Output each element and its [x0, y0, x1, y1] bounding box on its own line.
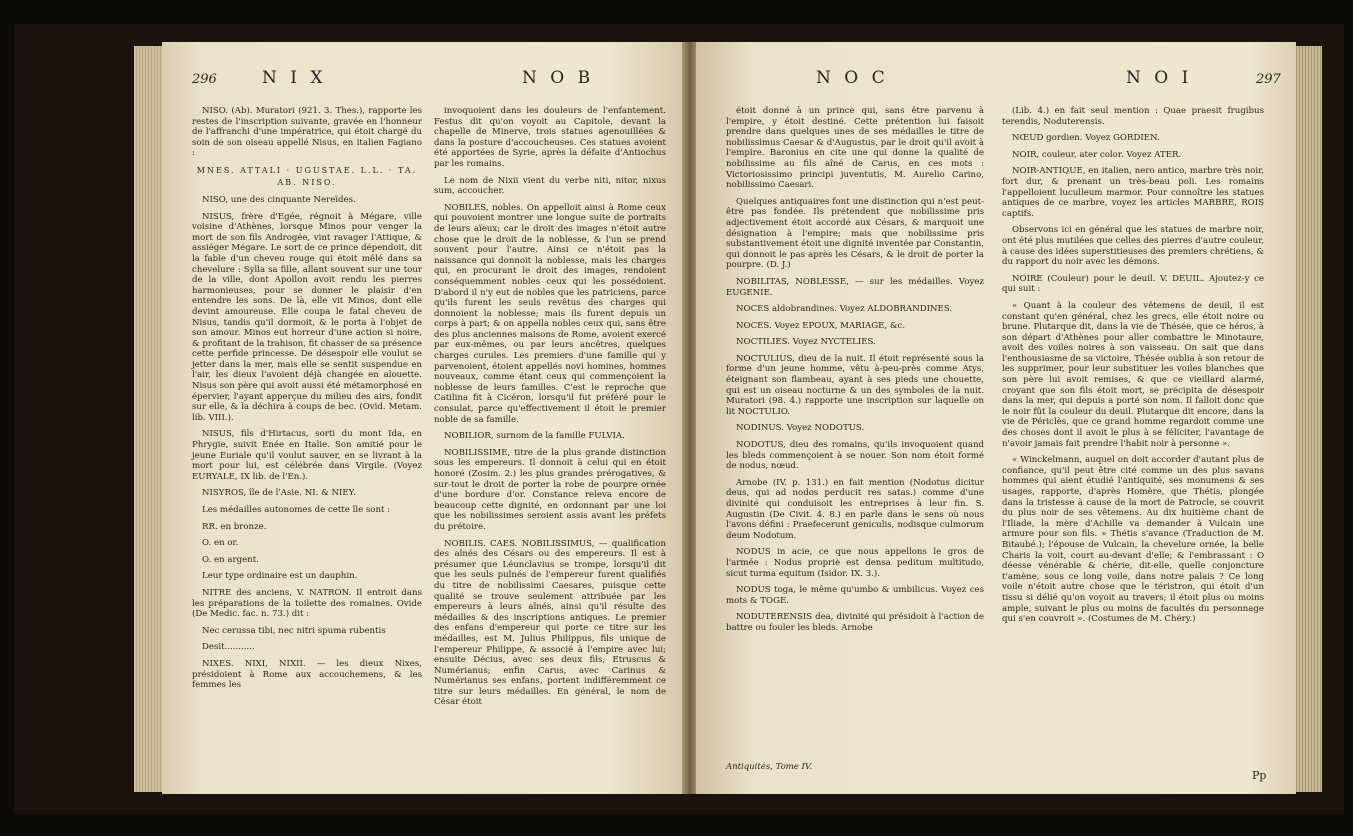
paragraph: NOCTULIUS, dieu de la nuit. Il étoit représenté sous la forme d'un jeune homme, vêtu à-peu-près comme Atys, éteignant son flambeau, ayant à ses pieds une chouette, qui est un oiseau nocturne & un des symboles de la nuit. Muratori (98. 4.) rapporte une inscription sur laquelle on lit NOCTULIO. — [726, 353, 984, 417]
paragraph: Desit........... — [202, 642, 255, 653]
left-running-head-1: N I X — [262, 68, 327, 88]
paragraph: NODUS toga, le même qu'umbo & umbilicus. Voyez ces mots & TOGE. — [726, 585, 984, 606]
paragraph: MNES. ATTALI · UGUSTAE. L.L. · TA. AB. NISO. — [196, 165, 418, 187]
paragraph: NŒUD gordien. Voyez GORDIEN. — [1012, 133, 1160, 144]
right-page-number: 297 — [1256, 72, 1281, 87]
paragraph: NITRE des anciens, V. NATRON. Il entroit dans les préparations de la toilette des romaines. Ovide (De Medic. fac. n. 73.) dit : — [192, 587, 422, 620]
paragraph: NOBILISSIME, titre de la plus grande distinction sous les empereurs. Il donnoit à celui qui en étoit honoré (Zosim. 2.) les plus grandes prérogatives, & sur-tout le droit de porter la robe de pourpre ornée d'une bordure d'or. Constance releva encore de beaucoup cette dignité, en ordonnant par une loi que les nobilissimes seroient assis avant les préfets du prétoire. — [434, 447, 666, 532]
paragraph: NISUS, fils d'Hirtacus, sorti du mont Ida, en Phrygie, suivit Enée en Italie. Son amitié pour le jeune Euriale qu'il voulut sauver, en se livrant à la mort pour lui, est célébrée dans Virgile. (Voyez EURYALE, IX lib. de l'En.). — [192, 429, 422, 482]
paragraph: Arnobe (IV. p. 131.) en fait mention (Nodotus dicitur deus, qui ad nodos perducit res satas.) comme d'une divinité qui conduisoit les entreprises à leur fin. S. Augustin (De Civit. 4. 8.) en parle dans le sens où nous l'avons défini : Praefecerunt geniculis, nodisque culmorum deum Nodotum. — [726, 477, 984, 541]
paragraph: NIXES. NIXI, NIXII. — les dieux Nixes, présidoient à Rome aux accouchemens, & les femmes les — [192, 658, 422, 691]
page-stack-right — [1294, 46, 1322, 792]
paragraph: NODUTERENSIS dea, divinité qui présidoit à l'action de battre ou fouler les bleds. Arnobe — [726, 612, 984, 633]
paragraph: NOCES aldobrandines. Voyez ALDOBRANDINES. — [736, 304, 953, 315]
paragraph: NISO, une des cinquante Nereïdes. — [202, 194, 356, 205]
paragraph: Quelques antiquaires font une distinction qui n'est peut-être pas fondée. Ils prétendent que nobilissime pris adjectivement étoit accordé aux Césars, & marquoit une désignation à l'empire; mais que nobilissime pris substantivement étoit une dignité inventée par Constantin, qui donnoit le pas après les Césars, & le droit de porter la pourpre. (D. J.) — [726, 196, 984, 271]
paragraph: NISUS, frère d'Egée, régnoit à Mégare, ville voisine d'Athènes, lorsque Minos pour venger la mort de son fils Androgée, vint ravager l'Attique, & assiéger Mégare. Le sort de ce prince dépendoit, dit la fable d'un cheveu rouge qui étoit mêlé dans sa chevelure : Sylla sa fille, allant souvent sur une tour de la ville, dont Apollon avoit rendu les pierres harmonieuses, pour se donner le plaisir d'en entendre les sons. De là, elle vit Minos, dont elle devint amoureuse. Elle coupa le fatal cheveu de Nisus, tandis qu'il dormoit, & le porta à l'objet de son amour. Minos eut horreur d'une action si noire, & profitant de la trahison, fit chasser de sa présence cette perfide princesse. De désespoir elle voulut se jetter dans la mer, mais elle se sentit suspendue en l'air, les dieux l'avoient déjà changée en alouette. Nisus son père qui avoit aussi été métamorphosé en épervier, l'ayant apperçue du milieu des airs, fondit sur elle, & la déchira à coups de bec. (Ovid. Metam. lib. VIII.). — [192, 211, 423, 423]
right-column-1 — [726, 106, 984, 640]
paragraph: NOIR, couleur, ater color. Voyez ATER. — [1012, 149, 1182, 160]
paragraph: « Quant à la couleur des vêtemens de deuil, il est constant qu'en général, chez les grecs, elle étoit noire ou brune. Plutarque dit, dans la vie de Thésée, que ce héros, à son départ d'Athènes pour aller combattre le Minotaure, avoit des voiles noires à son vaisseau. On sait que dans l'enthousiasme de sa victoire, Thésée oublia à son retour de les supprimer, pour leur substituer les voiles blanches que son père lui avoit remises, & que ce vieillard alarmé, croyant que son fils étoit mort, se précipita de désespoir dans la mer, qui depuis a porté son nom. Il falloit donc que le noir fût la couleur du deuil. Plutarque dit encore, dans la vie de Périclès, que ce grand homme regardoit comme une des choses dont il avoit le plus à se féliciter, l'avantage de n'avoir jamais fait prendre l'habit noir à personne ». — [1002, 300, 1264, 449]
paragraph: « Winckelmann, auquel on doit accorder d'autant plus de confiance, qu'il peut être cité comme un des plus savans hommes qui aient étudié l'antiquité, ses monumens & ses usages, rapporte, d'après Homère, que Thétis, plongée dans la tristesse à cause de la mort de Patrocle, se couvrit du plus noir de ses vêtemens. Au dix huitième chant de l'Iliade, la mère d'Achille va demander à Vulcain une armure pour son fils. » Thétis s'avance (Traduction de M. Bitaubé.); l'épouse de Vulcain, la chevelure ornée, la belle Charis la voit, court au-devant d'elle; & l'embrassant : O déesse vénérable & chérie, dit-elle, quelle conjoncture t'amène, sous ce long voile, dans notre palais ? Ce long voile n'étoit autre chose que le téristron, qui étoit d'un tissu si délié qu'on voyoit au travers; il étoit plus ou moins ample, suivant le plus ou moins de facultés du personnage qui s'en couvroit ». (Costumes de M. Chéry.) — [1002, 455, 1264, 625]
volume-footer: Antiquités, Tome IV. — [726, 762, 813, 772]
paragraph: Nec cerussa tibi, nec nitri spuma rubentis — [202, 625, 386, 636]
paragraph: NOCTILIES. Voyez NYCTELIES. — [736, 337, 876, 348]
left-column-1 — [192, 106, 422, 697]
paragraph: O. en argent. — [202, 554, 259, 565]
paragraph: invoquoient dans les douleurs de l'enfantement. Festus dit qu'on voyoit au Capitole, devant la chapelle de Minerve, trois statues agenouillées & dans la posture d'accoucheuses. Ces statues avoient été apportées de Syrie, après la défaite d'Antiochus par les romains. — [434, 106, 666, 169]
paragraph: Le nom de Nixii vient du verbe niti, nitor, nixus sum, accoucher. — [434, 175, 666, 197]
right-page — [696, 42, 1296, 794]
book-spread — [14, 24, 1344, 814]
paragraph: (Lib. 4.) en fait seul mention : Quae praesit frugibus terendis, Noduterensis. — [1002, 106, 1264, 127]
paragraph: NOBILIS. CAES. NOBILISSIMUS, — qualification des aînés des Césars ou des empereurs. Il est à présumer que Léunclavius se trompe, lorsqu'il dit que les seuls puînés de l'empereur furent qualifiés du titre de nobilissimi Caesares, puisque cette qualité se trouve seulement attribuée par les empereurs à leurs aînés, ainsi qu'il résulte des médailles & des inscriptions antiques. Le premier des enfans d'empereur qui porte ce titre sur les médailles, est M. Julius Philippus, fils unique de l'empereur Philippe, & associé à l'empire avec lui; ensuite Décius, avec ses deux fils, Etruscus & Numérianus; enfin Carus, avec Carinus & Numérianus ses enfans, portent indifféremment ce titre sur leurs médailles. En général, le nom de César étoit — [434, 538, 666, 708]
paragraph: Leur type ordinaire est un dauphin. — [202, 571, 358, 582]
page-stack-left — [134, 46, 164, 792]
paragraph: NODOTUS, dieu des romains, qu'ils invoquoient quand les bleds commençoient à se nouer. Son nom étoit formé de nodus, nœud. — [726, 440, 984, 472]
paragraph: NOIRE (Couleur) pour le deuil. V. DEUIL. Ajoutez-y ce qui suit : — [1002, 273, 1264, 295]
right-running-head-1: N O C — [816, 68, 889, 88]
paragraph: NOBILES, nobles. On appelloit ainsi à Rome ceux qui pouvoient montrer une longue suite de portraits de leurs aïeux; car le droit des images n'étoit autre chose que le droit de la noblesse, & l'un se prend souvent pour l'autre. Ainsi ce n'étoit pas la naissance qui donnoit la noblesse, mais les charges qui, en procurant le droit des images, rendoient conséquemment nobles ceux qui les possédoient. D'abord il n'y eut de nobles que les patriciens, parce qu'ils furent les seuls revêtus des charges qui donnoient la noblesse; mais ils furent depuis un corps à part; & on appella nobles ceux qui, sans être des plus anciennes maisons de Rome, avoient exercé par eux-mêmes, ou par leurs ancêtres, quelques charges curules. Les premiers d'une famille qui y parvenoient, étoient appellés novi homines, hommes nouveaux, comme étant ceux qui commençoient la noblesse de leurs familles. C'est le reproche que Catilina fit à Cicéron, lorsqu'il fut préféré pour le consulat, parce qu'effectivement il étoit le premier noble de sa famille. — [434, 202, 666, 425]
paragraph: RR. en bronze. — [202, 521, 267, 532]
paragraph: NISO. (Ab). Muratori (921. 3. Thes.), rapporte les restes de l'inscription suivante, gravée en l'honneur de l'affranchi d'une impératrice, qui étoit chargé du soin de son oiseau appellé Nisus, en italien Fagiano : — [192, 106, 422, 159]
paragraph: NOBILITAS, NOBLESSE, — sur les médailles. Voyez EUGENIE. — [726, 276, 984, 298]
paragraph: Les médailles autonomes de cette île sont : — [202, 505, 391, 515]
paragraph: NODUS in acie, ce que nous appellons le gros de l'armée : Nodus propriè est densa peditum multitudo, sicut turma equitum (Isidor. IX. 3.). — [726, 547, 984, 579]
right-column-2 — [1002, 106, 1264, 631]
paragraph: O. en or. — [202, 538, 239, 549]
paragraph: NISYROS, île de l'Asie. NI. & NIEY. — [202, 488, 356, 499]
right-running-head-2: N O I — [1126, 68, 1193, 88]
left-page-number: 296 — [192, 72, 217, 87]
paragraph: Observons ici en général que les statues de marbre noir, ont été plus mutilées que celles des pierres d'autre couleur, à cause des idées superstitieuses des premiers chrétiens, & du rapport du noir avec les démons. — [1002, 225, 1264, 268]
paragraph: étoit donné à un prince qui, sans être parvenu à l'empire, y étoit destiné. Cette prétention lui faisoit prendre dans quelques unes de ses médailles le titre de nobilissimus Caesar & d'Augustus, par le droit qu'il avoit à l'empire. Baronius en cite une qui donne la qualité de nobilissime au fils aîné de Carus, en ces mots : Victoriosissimo principi juventutis, M. Aurelio Carino, nobilissimo Caesari. — [726, 106, 984, 191]
left-column-2 — [434, 106, 666, 714]
signature-mark: Pp — [1252, 769, 1267, 782]
left-page — [162, 42, 684, 794]
paragraph: NOBILIOR, surnom de la famille FULVIA. — [444, 431, 625, 442]
paragraph: NODINUS. Voyez NODOTUS. — [736, 423, 865, 434]
left-running-head-2: N O B — [522, 68, 595, 88]
paragraph: NOCES. Voyez EPOUX, MARIAGE, &c. — [736, 320, 906, 331]
paragraph: NOIR-ANTIQUE, en italien, nero antico, marbre très noir, fort dur, & prenant un très-beau poli. Les romains l'appelloient luculleum marmor. Pour connoître les statues antiques de ce marbre, voyez les articles MARBRE, ROIS captifs. — [1002, 166, 1264, 219]
